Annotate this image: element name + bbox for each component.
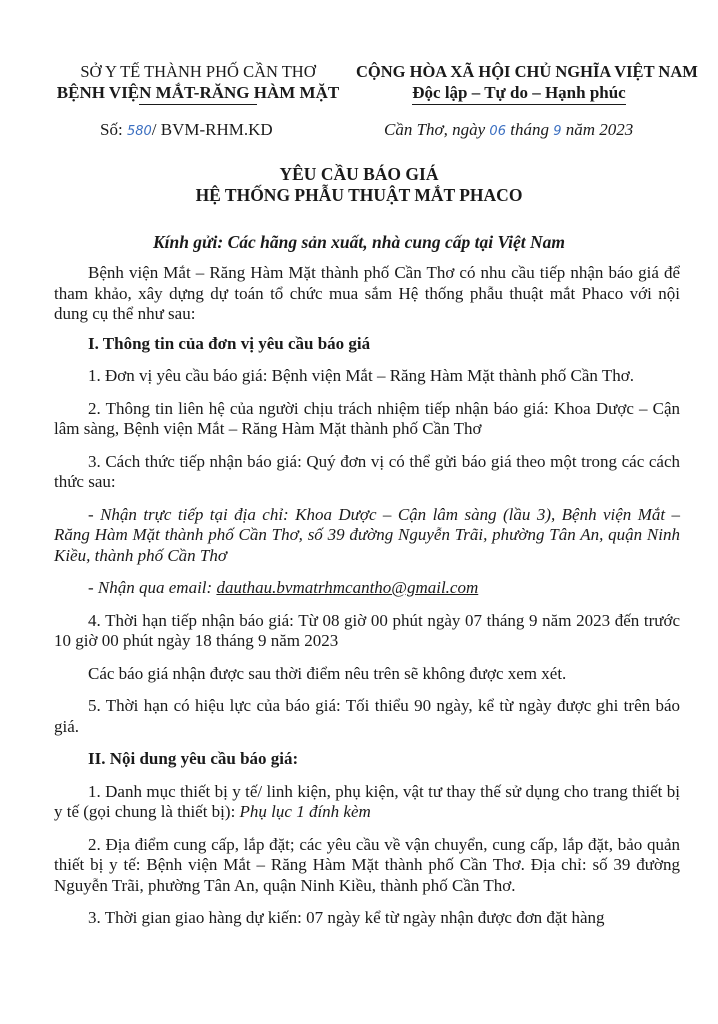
email-submission bbox=[54, 578, 680, 599]
issuer-underline bbox=[139, 104, 257, 105]
motto-underline bbox=[412, 104, 626, 105]
year-text: năm 2023 bbox=[565, 120, 634, 139]
number-prefix: Số: bbox=[100, 120, 123, 139]
document-title: YÊU CẦU BÁO GIÁ bbox=[279, 164, 439, 184]
section-2-heading: II. Nội dung yêu cầu báo giá: bbox=[88, 749, 299, 768]
section-1-heading: I. Thông tin của đơn vị yêu cầu báo giá bbox=[88, 333, 371, 353]
section-2-item-3: 3. Thời gian giao hàng dự kiến: 07 ngày kể từ ngày nhận được đơn đặt hàng bbox=[88, 908, 605, 927]
number-suffix: / BVM-RHM.KD bbox=[151, 120, 273, 139]
section-1-item-1: 1. Đơn vị yêu cầu báo giá: Bệnh viện Mắt – Răng Hàm Mặt thành phố Cần Thơ. bbox=[88, 366, 634, 385]
section-1-item-2: 2. Thông tin liên hệ của người chịu trách nhiệm tiếp nhận báo giá: Khoa Dược – Cận lâm sàng, Bệnh viện Mắt – Răng Hàm Mặt thành phố Cần Thơ bbox=[54, 398, 680, 438]
issuer-name: BỆNH VIỆN MẮT-RĂNG HÀM MẶT bbox=[56, 83, 340, 102]
section-1-item-4: 4. Thời hạn tiếp nhận báo giá: Từ 08 giờ 00 phút ngày 07 tháng 9 năm 2023 đến trước 10 giờ 00 phút ngày 18 tháng 9 năm 2023 bbox=[54, 610, 680, 650]
document-date bbox=[384, 120, 633, 140]
email-link[interactable]: dauthau.bvmatrhmcantho@gmail.com bbox=[216, 578, 479, 597]
day-handwritten: 06 bbox=[489, 124, 506, 139]
section-1-item-3: 3. Cách thức tiếp nhận báo giá: Quý đơn vị có thể gửi báo giá theo một trong các cách thức sau: bbox=[54, 451, 680, 491]
month-handwritten: 9 bbox=[553, 124, 562, 139]
section-2-item-1-text: 1. Danh mục thiết bị y tế/ linh kiện, phụ kiện, vật tư thay thế sử dụng cho trang thiết bị y tế (gọi chung là thiết bị): bbox=[54, 781, 680, 821]
section-2-item-1 bbox=[54, 782, 680, 823]
number-handwritten: 580 bbox=[126, 124, 152, 139]
intro-paragraph: Bệnh viện Mắt – Răng Hàm Mặt thành phố Cần Thơ có nhu cầu tiếp nhận báo giá để tham khảo, xây dựng dự toán tổ chức mua sắm Hệ thống phẫu thuật mắt Phaco với nội dung cụ thể như sau: bbox=[54, 263, 680, 323]
direct-submission: - Nhận trực tiếp tại địa chỉ: Khoa Dược – Cận lâm sàng (lầu 3), Bệnh viện Mắt – Răng Hàm Mặt thành phố Cần Thơ, số 39 đường Nguyễn Trãi, phường Tân An, quận Ninh Kiều, thành phố Cần Thơ bbox=[54, 504, 680, 565]
month-word: tháng bbox=[510, 120, 549, 139]
section-1-note: Các báo giá nhận được sau thời điểm nêu trên sẽ không được xem xét. bbox=[88, 663, 567, 683]
appendix-reference: Phụ lục 1 đính kèm bbox=[239, 802, 371, 821]
section-1-item-5: 5. Thời hạn có hiệu lực của báo giá: Tối thiểu 90 ngày, kể từ ngày được ghi trên báo giá. bbox=[54, 696, 680, 736]
date-prefix: Cần Thơ, ngày bbox=[384, 120, 486, 139]
recipient-line: Kính gửi: Các hãng sản xuất, nhà cung cấp tại Việt Nam bbox=[152, 232, 566, 252]
national-heading bbox=[356, 62, 698, 105]
email-label: - Nhận qua email: bbox=[88, 578, 213, 597]
nation-name: CỘNG HÒA XÃ HỘI CHỦ NGHĨA VIỆT NAM bbox=[356, 62, 698, 81]
section-2-item-2: 2. Địa điểm cung cấp, lắp đặt; các yêu cầu về vận chuyển, cung cấp, lắp đặt, bảo quản thiết bị y tế: Bệnh viện Mắt – Răng Hàm Mặt thành phố Cần Thơ. Địa chỉ: số 39 đường Nguyễn Trãi, phường Tân An, quận Ninh Kiều, thành phố Cần Thơ. bbox=[54, 834, 680, 895]
issuer-parent: SỞ Y TẾ THÀNH PHỐ CẦN THƠ bbox=[80, 62, 316, 81]
issuer-block bbox=[48, 62, 348, 105]
national-motto: Độc lập – Tự do – Hạnh phúc bbox=[412, 83, 626, 102]
document-subtitle: HỆ THỐNG PHẪU THUẬT MẮT PHACO bbox=[195, 185, 523, 205]
document-body bbox=[54, 263, 680, 929]
document-number bbox=[100, 120, 273, 140]
